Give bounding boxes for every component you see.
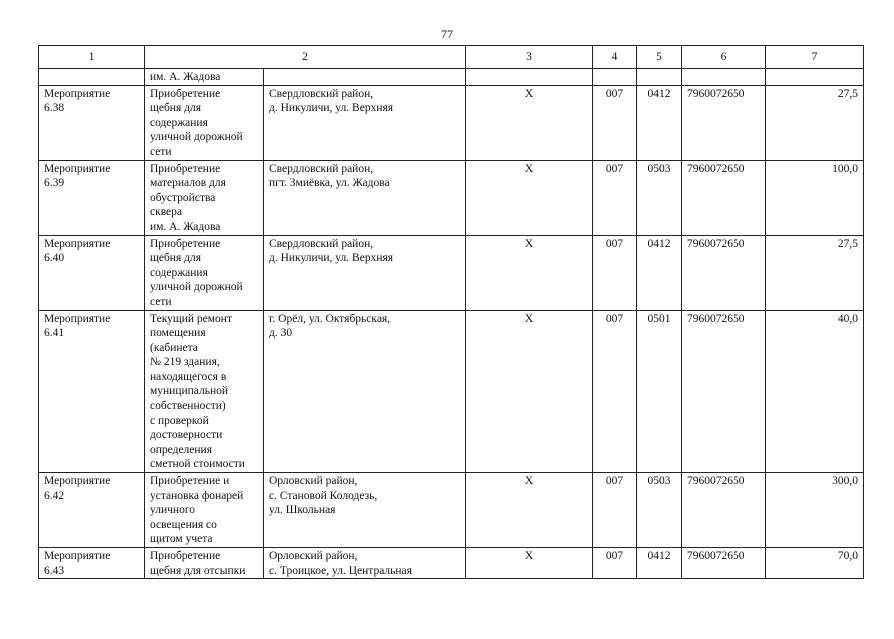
table-row — [39, 85, 864, 160]
cell-col5: 0503 — [637, 473, 682, 548]
cell-col4: 007 — [593, 160, 637, 235]
cell-col4: 007 — [593, 310, 637, 473]
cell-col7 — [766, 69, 864, 86]
header-cell-7: 7 — [766, 46, 864, 69]
cell-location: Свердловский район, д. Никуличи, ул. Верхняя — [264, 85, 466, 160]
page-number: 77 — [441, 27, 453, 41]
cell-name: им. А. Жадова — [145, 69, 264, 86]
cell-col3: Х — [466, 85, 593, 160]
header-cell-4: 4 — [593, 46, 637, 69]
cell-col6: 7960072650 — [682, 548, 766, 579]
cell-col3: Х — [466, 473, 593, 548]
cell-col6: 7960072650 — [682, 473, 766, 548]
cell-col5: 0412 — [637, 548, 682, 579]
cell-name: Приобретение щебня для содержания уличной дорожной сети — [145, 235, 264, 310]
header-cell-5: 5 — [637, 46, 682, 69]
cell-name: Приобретение щебня для содержания уличной дорожной сети — [145, 85, 264, 160]
cell-col6: 7960072650 — [682, 235, 766, 310]
cell-location: Орловский район, с. Троицкое, ул. Центральная — [264, 548, 466, 579]
cell-col6 — [682, 69, 766, 86]
header-cell-1: 1 — [39, 46, 145, 69]
cell-name: Текущий ремонт помещения (кабинета № 219 здания, находящегося в муниципальной собственности) с проверкой достоверности определения сметной стоимости — [145, 310, 264, 473]
cell-id: Мероприятие 6.38 — [39, 85, 145, 160]
cell-col4 — [593, 69, 637, 86]
cell-col4: 007 — [593, 548, 637, 579]
cell-location: Свердловский район, пгт. Змиёвка, ул. Жадова — [264, 160, 466, 235]
table-row — [39, 160, 864, 235]
cell-id — [39, 69, 145, 86]
cell-col7: 27,5 — [766, 85, 864, 160]
cell-col5: 0501 — [637, 310, 682, 473]
table-row — [39, 548, 864, 579]
cell-col4: 007 — [593, 473, 637, 548]
cell-col5: 0412 — [637, 85, 682, 160]
cell-name: Приобретение и установка фонарей уличного освещения со щитом учета — [145, 473, 264, 548]
cell-location — [264, 69, 466, 86]
cell-name: Приобретение щебня для отсыпки — [145, 548, 264, 579]
cell-col7: 40,0 — [766, 310, 864, 473]
table-row — [39, 310, 864, 473]
table-row — [39, 473, 864, 548]
cell-location: Орловский район, с. Становой Колодезь, ул. Школьная — [264, 473, 466, 548]
cell-col5: 0503 — [637, 160, 682, 235]
cell-id: Мероприятие 6.41 — [39, 310, 145, 473]
cell-id: Мероприятие 6.42 — [39, 473, 145, 548]
header-cell-3: 3 — [466, 46, 593, 69]
cell-col7: 70,0 — [766, 548, 864, 579]
cell-col5 — [637, 69, 682, 86]
header-cell-6: 6 — [682, 46, 766, 69]
cell-id: Мероприятие 6.40 — [39, 235, 145, 310]
cell-col6: 7960072650 — [682, 310, 766, 473]
cell-col4: 007 — [593, 235, 637, 310]
cell-col6: 7960072650 — [682, 85, 766, 160]
cell-col5: 0412 — [637, 235, 682, 310]
cell-id: Мероприятие 6.43 — [39, 548, 145, 579]
cell-col7: 100,0 — [766, 160, 864, 235]
cell-col6: 7960072650 — [682, 160, 766, 235]
cell-col7: 27,5 — [766, 235, 864, 310]
cell-col4: 007 — [593, 85, 637, 160]
budget-table — [38, 45, 864, 579]
cell-col3: Х — [466, 235, 593, 310]
cell-location: Свердловский район, д. Никуличи, ул. Верхняя — [264, 235, 466, 310]
cell-col7: 300,0 — [766, 473, 864, 548]
header-cell-2: 2 — [145, 46, 466, 69]
cell-col3: Х — [466, 548, 593, 579]
cell-location: г. Орёл, ул. Октябрьская, д. 30 — [264, 310, 466, 473]
cell-id: Мероприятие 6.39 — [39, 160, 145, 235]
cell-col3: Х — [466, 310, 593, 473]
continuation-row — [39, 69, 864, 86]
cell-name: Приобретение материалов для обустройства сквера им. А. Жадова — [145, 160, 264, 235]
cell-col3 — [466, 69, 593, 86]
cell-col3: Х — [466, 160, 593, 235]
table-row — [39, 235, 864, 310]
header-row — [39, 46, 864, 69]
